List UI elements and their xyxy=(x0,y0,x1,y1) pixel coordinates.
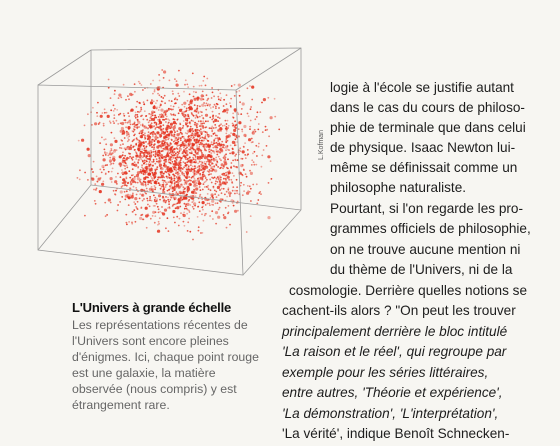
caption-title: L'Univers à grande échelle xyxy=(72,300,232,315)
galaxy-distribution-cube xyxy=(18,10,323,280)
universe-figure xyxy=(18,10,323,280)
caption-line: d'énigmes. Ici, chaque point rouge xyxy=(72,350,259,364)
galaxy-points xyxy=(77,69,281,240)
caption-body xyxy=(72,317,292,413)
article-line: entre autres, 'Théorie et expérience', xyxy=(282,385,503,400)
article-line: cosmologie. Derrière quelles notions se xyxy=(289,283,528,298)
caption-line: est une galaxie, la matière xyxy=(72,366,216,380)
article-line: philosophe naturaliste. xyxy=(330,180,467,195)
article-line: dans le cas du cours de philoso- xyxy=(330,100,525,115)
article-line: exemple pour les séries littéraires, xyxy=(282,365,489,380)
cube-wireframe xyxy=(38,48,301,275)
article-line: du thème de l'Univers, ni de la xyxy=(330,262,513,277)
caption-line: Les représentations récentes de xyxy=(72,318,248,332)
article-line: logie à l'école se justifie autant xyxy=(330,80,514,95)
article-line: cachent-ils alors ? "On peut les trouver xyxy=(282,303,516,318)
figure-caption xyxy=(72,300,292,413)
caption-line: l'Univers sont encore pleines xyxy=(72,334,229,348)
article-line: grammes officiels de philosophie, xyxy=(330,221,531,236)
article-line: même se définissait comme un xyxy=(330,160,518,175)
article-line: 'La démonstration', 'L'interprétation', xyxy=(282,406,499,421)
article-line: Pourtant, si l'on regarde les pro- xyxy=(330,201,524,216)
article-line: 'La raison et le réel', qui regroupe par xyxy=(282,344,507,359)
article-line: de physique. Isaac Newton lui- xyxy=(330,140,516,155)
caption-line: observée (nous compris) y est xyxy=(72,382,237,396)
article-line: on ne trouve aucune mention ni xyxy=(330,242,521,257)
article-line: principalement derrière le bloc intitulé xyxy=(282,324,508,339)
article-line: 'La vérité', indique Benoît Schnecken- xyxy=(282,426,510,441)
caption-line: étrangement rare. xyxy=(72,398,170,412)
article-line: phie de terminale que dans celui xyxy=(330,120,526,135)
image-credit: L.Kofman xyxy=(318,130,325,160)
